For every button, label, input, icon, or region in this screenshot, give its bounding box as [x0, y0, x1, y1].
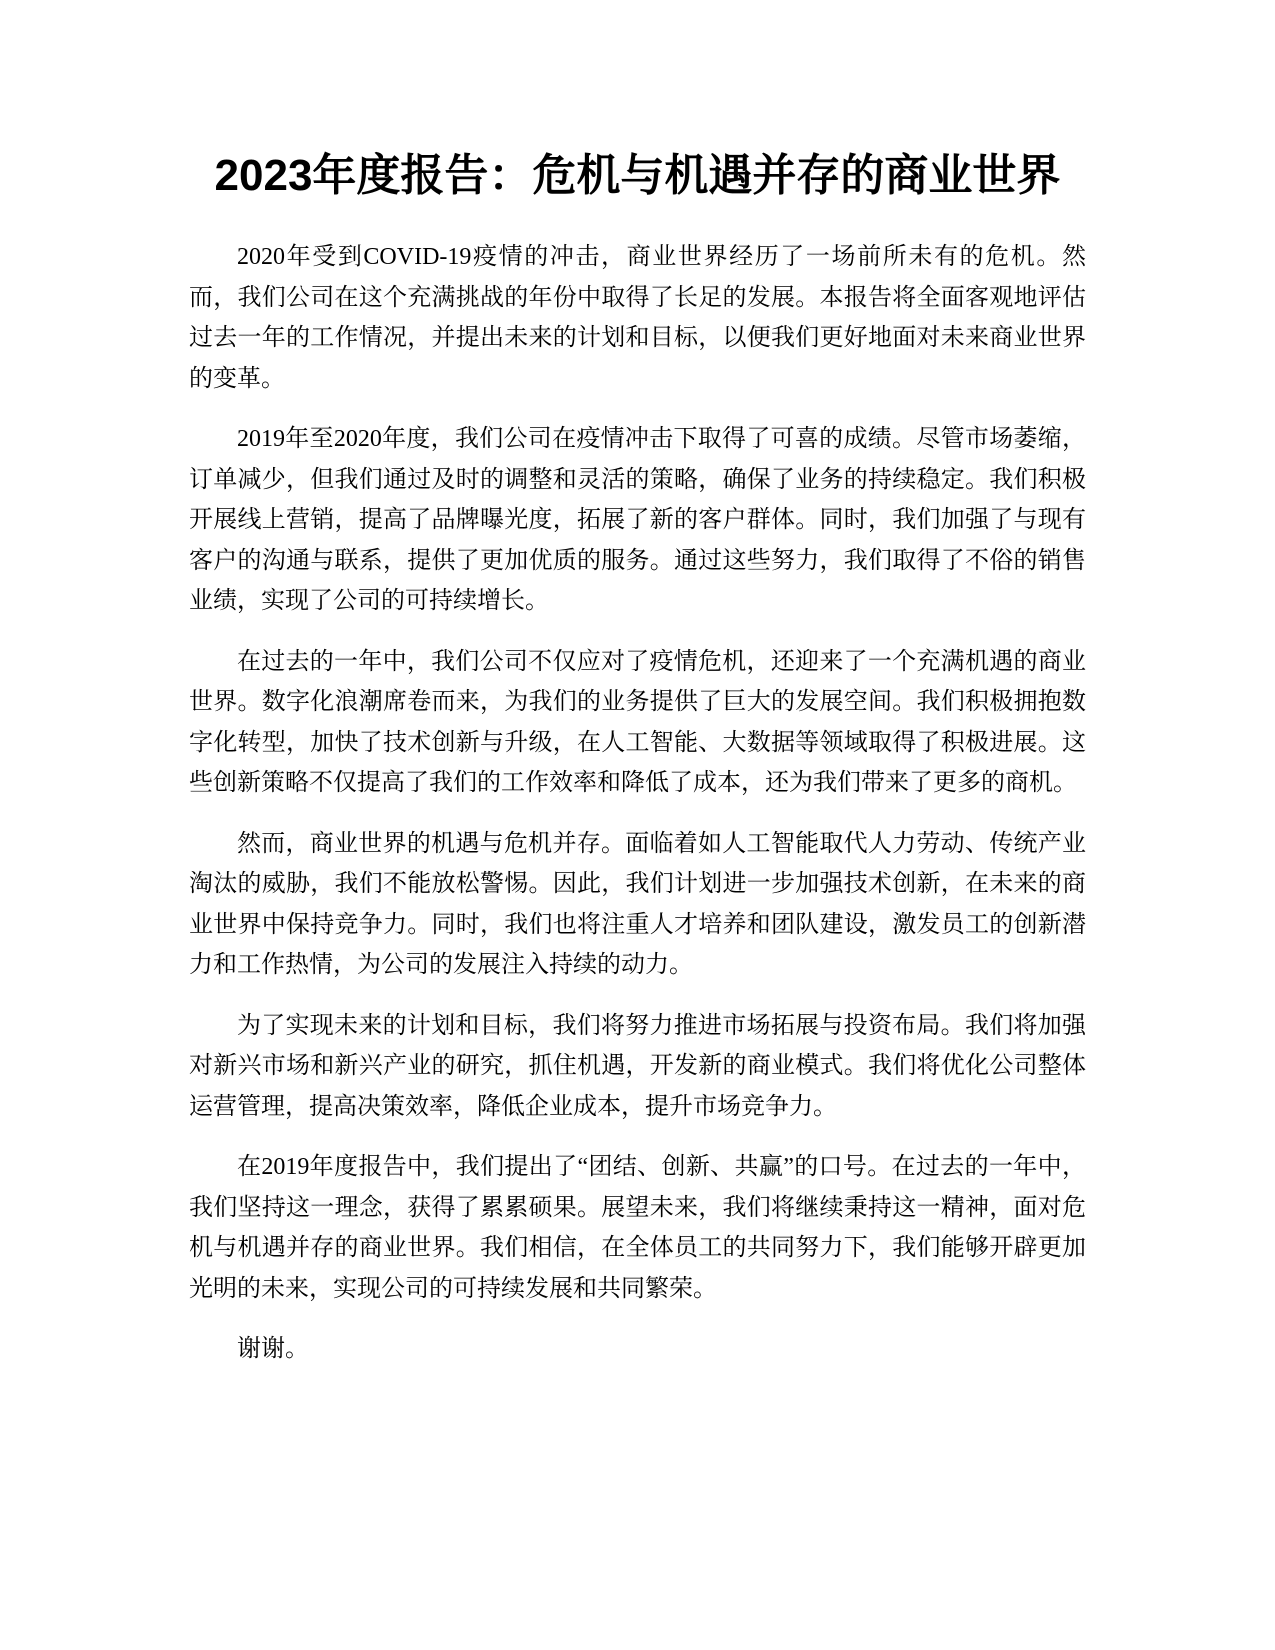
paragraph-opportunities: 在过去的一年中，我们公司不仅应对了疫情危机，还迎来了一个充满机遇的商业世界。数字化浪潮席卷而来，为我们的业务提供了巨大的发展空间。我们积极拥抱数字化转型，加快了技术创新与升级，在人工智能、大数据等领域取得了积极进展。这些创新策略不仅提高了我们的工作效率和降低了成本，还为我们带来了更多的商机。	[189, 648, 1086, 796]
paragraph-slogan: 在2019年度报告中，我们提出了“团结、创新、共赢”的口号。在过去的一年中，我们坚持这一理念，获得了累累硕果。展望未来，我们将继续秉持这一精神，面对危机与机遇并存的商业世界。我们相信，在全体员工的共同努力下，我们能够开辟更加光明的未来，实现公司的可持续发展和共同繁荣。	[189, 1154, 1086, 1302]
page-title: 2023年度报告：危机与机遇并存的商业世界	[214, 151, 1061, 200]
paragraph-closing: 谢谢。	[237, 1336, 309, 1362]
document-body	[189, 237, 1086, 1390]
paragraph-intro: 2020年受到COVID-19疫情的冲击，商业世界经历了一场前所未有的危机。然而，我们公司在这个充满挑战的年份中取得了长足的发展。本报告将全面客观地评估过去一年的工作情况，并提出未来的计划和目标，以便我们更好地面对未来商业世界的变革。	[189, 244, 1086, 392]
paragraph-plans: 为了实现未来的计划和目标，我们将努力推进市场拓展与投资布局。我们将加强对新兴市场和新兴产业的研究，抓住机遇，开发新的商业模式。我们将优化公司整体运营管理，提高决策效率，降低企业成本，提升市场竞争力。	[189, 1012, 1086, 1120]
paragraph-risks: 然而，商业世界的机遇与危机并存。面临着如人工智能取代人力劳动、传统产业淘汰的威胁，我们不能放松警惕。因此，我们计划进一步加强技术创新，在未来的商业世界中保持竞争力。同时，我们也将注重人才培养和团队建设，激发员工的创新潜力和工作热情，为公司的发展注入持续的动力。	[189, 830, 1086, 978]
paragraph-performance: 2019年至2020年度，我们公司在疫情冲击下取得了可喜的成绩。尽管市场萎缩，订单减少，但我们通过及时的调整和灵活的策略，确保了业务的持续稳定。我们积极开展线上营销，提高了品牌曝光度，拓展了新的客户群体。同时，我们加强了与现有客户的沟通与联系，提供了更加优质的服务。通过这些努力，我们取得了不俗的销售业绩，实现了公司的可持续增长。	[189, 426, 1086, 614]
